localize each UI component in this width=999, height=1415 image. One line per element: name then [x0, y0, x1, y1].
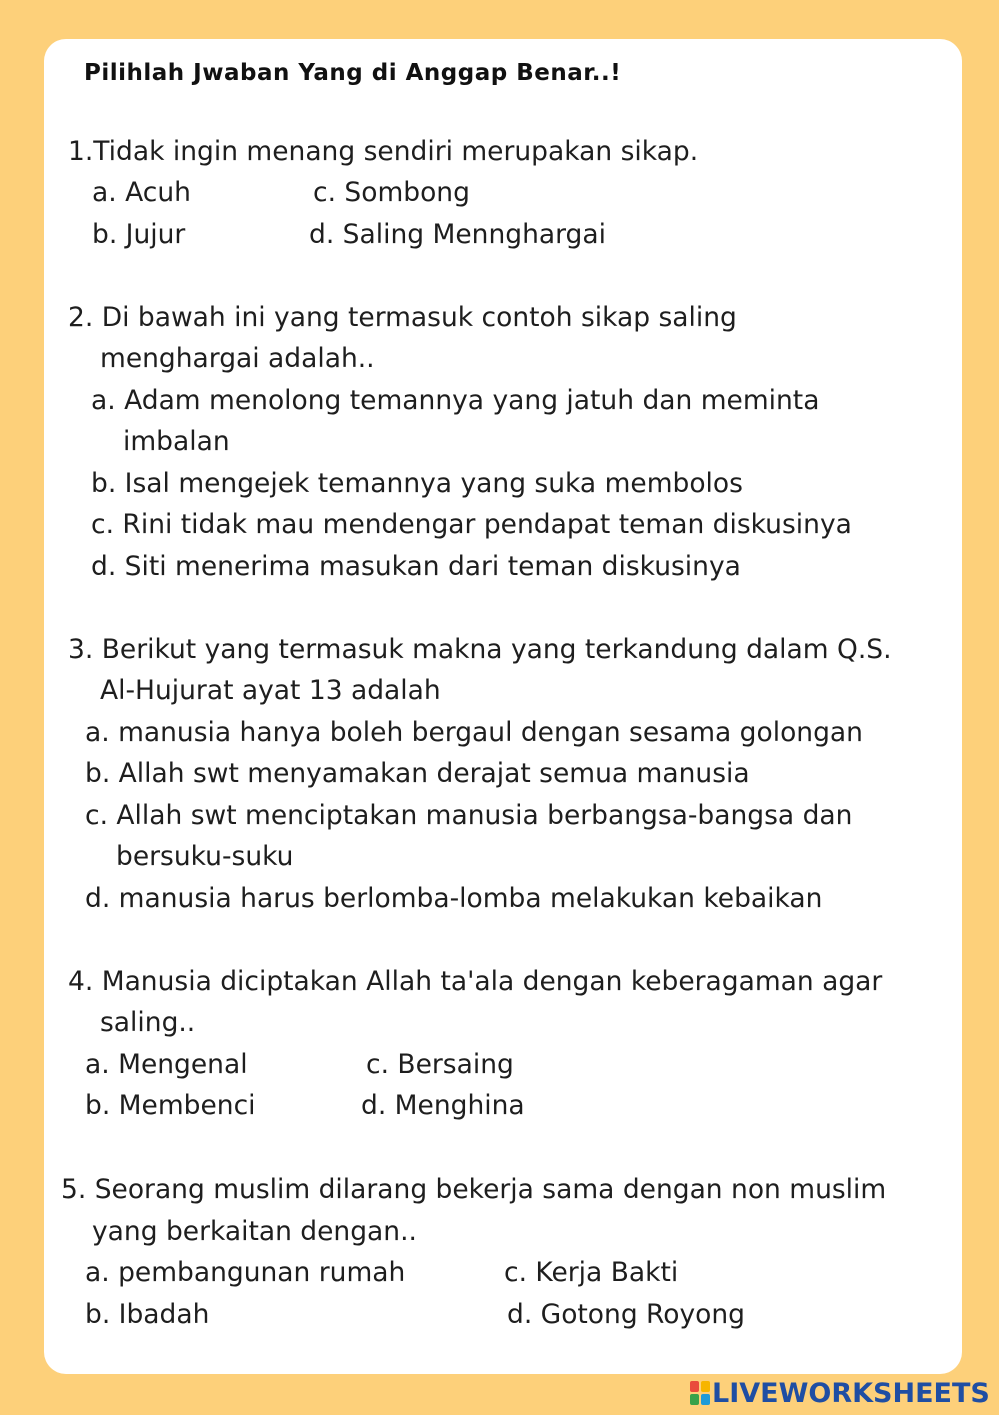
q4-option-d[interactable]: d. Menghina [361, 1090, 525, 1121]
liveworksheets-logo-text: LIVEWORKSHEETS [712, 1377, 990, 1409]
q4-option-b[interactable]: b. Membenci [85, 1090, 256, 1121]
q2-option-a-cont[interactable]: imbalan [123, 426, 230, 457]
question-5-text-line2: yang berkaitan dengan.. [92, 1216, 417, 1247]
q5-option-a[interactable]: a. pembangunan rumah [85, 1257, 406, 1288]
q5-option-d[interactable]: d. Gotong Royong [507, 1299, 746, 1330]
q2-option-a[interactable]: a. Adam menolong temannya yang jatuh dan meminta [91, 385, 820, 416]
q1-option-c[interactable]: c. Sombong [313, 177, 470, 208]
question-3-text-line2: Al-Hujurat ayat 13 adalah [100, 675, 441, 706]
q1-option-a[interactable]: a. Acuh [92, 177, 191, 208]
q2-option-d[interactable]: d. Siti menerima masukan dari teman diskusinya [91, 551, 741, 582]
question-3-text-line1: 3. Berikut yang termasuk makna yang terkandung dalam Q.S. [68, 634, 892, 665]
q5-option-c[interactable]: c. Kerja Bakti [504, 1257, 679, 1288]
question-5-text-line1: 5. Seorang muslim dilarang bekerja sama dengan non muslim [61, 1174, 887, 1205]
q3-option-b[interactable]: b. Allah swt menyamakan derajat semua manusia [85, 758, 750, 789]
q3-option-c[interactable]: c. Allah swt menciptakan manusia berbangsa-bangsa dan [85, 800, 853, 831]
q4-option-c[interactable]: c. Bersaing [366, 1049, 514, 1080]
question-2-text-line2: menghargai adalah.. [100, 343, 375, 374]
question-1-text: 1.Tidak ingin menang sendiri merupakan sikap. [68, 136, 699, 167]
q3-option-a[interactable]: a. manusia hanya boleh bergaul dengan sesama golongan [85, 717, 863, 748]
q5-option-b[interactable]: b. Ibadah [85, 1299, 210, 1330]
question-4-text-line1: 4. Manusia diciptakan Allah ta'ala dengan keberagaman agar [68, 966, 883, 997]
q2-option-c[interactable]: c. Rini tidak mau mendengar pendapat teman diskusinya [91, 509, 852, 540]
q2-option-b[interactable]: b. Isal mengejek temannya yang suka membolos [91, 468, 743, 499]
q1-option-b[interactable]: b. Jujur [92, 219, 186, 250]
q3-option-d[interactable]: d. manusia harus berlomba-lomba melakukan kebaikan [85, 883, 823, 914]
question-4-text-line2: saling.. [100, 1007, 196, 1038]
liveworksheets-logo-icon [690, 1381, 710, 1405]
q4-option-a[interactable]: a. Mengenal [85, 1049, 248, 1080]
q1-option-d[interactable]: d. Saling Mennghargai [309, 219, 606, 250]
question-2-text-line1: 2. Di bawah ini yang termasuk contoh sikap saling [68, 302, 737, 333]
q3-option-c-cont[interactable]: bersuku-suku [116, 841, 294, 872]
worksheet-title: Pilihlah Jwaban Yang di Anggap Benar..! [84, 60, 622, 86]
liveworksheets-logo[interactable] [690, 1376, 990, 1410]
